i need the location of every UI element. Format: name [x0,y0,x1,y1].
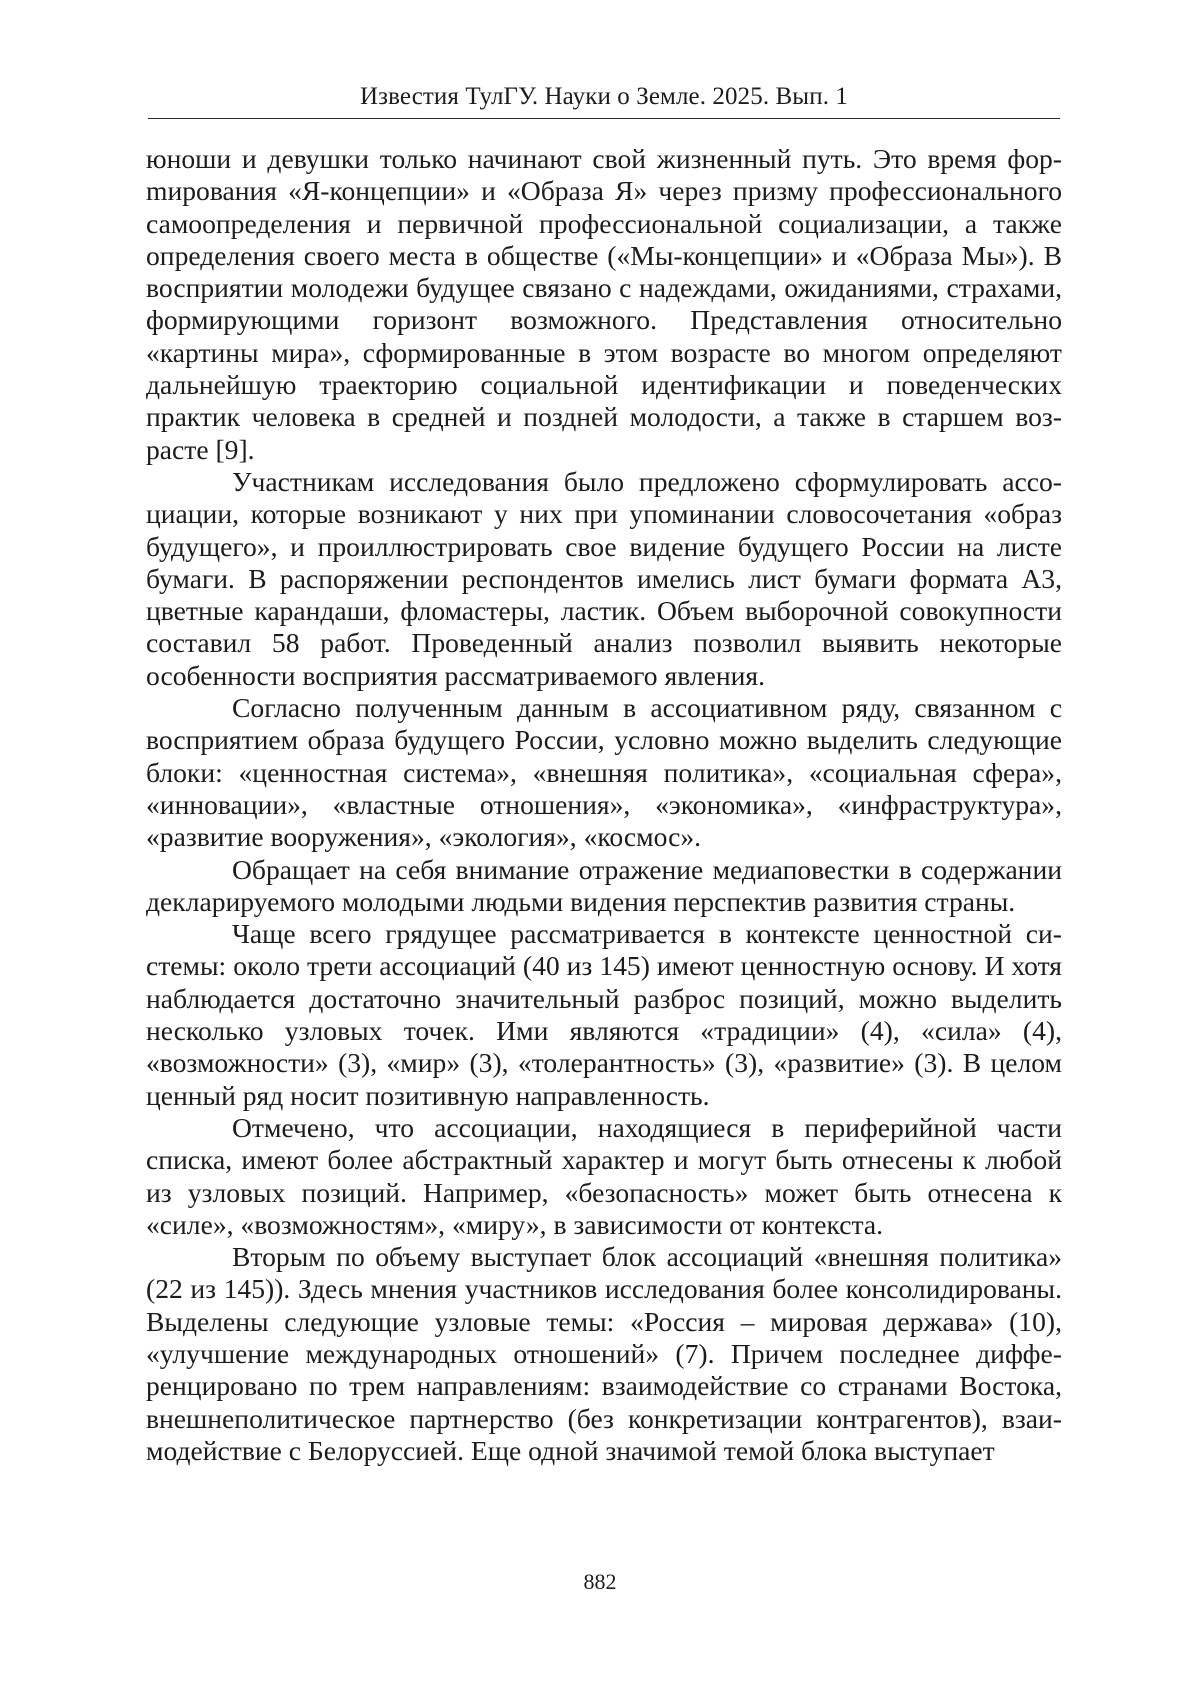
page-number: 882 [583,1569,617,1594]
paragraph-6: Отмечено, что ассоциации, находящиеся в периферийной части списка, имеют более абстрактный характер и могут быть отнесены к любой из узловых позиций. Например, «безопасность» может быть отнесена к «силе», «возможностям», «миру», в зависимости от контекста. [146,1111,1062,1240]
paragraph-2: Участникам исследования было предложено сформулировать ассоциации, которые возникают у них при упоминании словосочетания «образ будущего», и проиллюстрировать свое видение будущего России на листе бумаги. В распоряжении респондентов имелись лист бумаги формата А3, цветные карандаши, фломастеры, ластик. Объем выборочной совокупности составил 58 работ. Проведенный анализ позволил выявить некоторые особенности восприятия рассматриваемого явления. [146,465,1062,691]
paragraph-5: Чаще всего грядущее рассматривается в контексте ценностной системы: около трети ассоциаций (40 из 145) имеют ценностную основу. И хотя наблюдается достаточно значительный разброс позиций, можно выделить несколько узловых точек. Ими являются «традиции» (4), «сила» (4), «возможности» (3), «мир» (3), «толерантность» (3), «развитие» (3). В целом ценный ряд носит позитивную направленность. [146,918,1062,1111]
paragraph-7: Вторым по объему выступает блок ассоциаций «внешняя политика» (22 из 145)). Здесь мнения участников исследования более консолидированы. Выделены следующие узловые темы: «Россия – мировая держава» (10), «улучшение международных отношений» (7). Причем последнее дифференцировано по трем направлениям: взаимодействие со странами Востока, внешнеполитическое партнерство (без конкретизации контрагентов), взаимодействие с Белоруссией. Еще одной значимой темой блока выступает [146,1241,1062,1466]
running-header: Известия ТулГУ. Науки о Земле. 2025. Вып. 1 [359,83,848,110]
header-divider [148,118,1060,119]
paragraph-4: Обращает на себя внимание отражение медиаповестки в содержании декларируемого молодыми людьми видения перспектив развития страны. [146,853,1062,917]
paragraph-3: Согласно полученным данным в ассоциативном ряду, связанном с восприятием образа будущего России, условно можно выделить следующие блоки: «ценностная система», «внешняя политика», «социальная сфера», «инновации», «властные отношения», «экономика», «инфраструктура», «развитие вооружения», «экология», «космос». [146,692,1062,853]
body-text [146,143,1062,1467]
paragraph-1: юноши и девушки только начинают свой жизненный путь. Это время форmирования «Я-концепции» и «Образа Я» через призму профессионального самоопределения и первичной профессиональной социализации, а также определения своего места в обществе («Мы-концепции» и «Образа Мы»). В восприятии молодежи будущее связано с надеждами, ожиданиями, страхами, формирующими горизонт возможного. Представления относительно «картины мира», сформированные в этом возрасте во многом определяют дальнейшую траекторию социальной идентификации и поведенческих практик человека в средней и поздней молодости, а также в старшем возрасте [9]. [146,143,1062,465]
